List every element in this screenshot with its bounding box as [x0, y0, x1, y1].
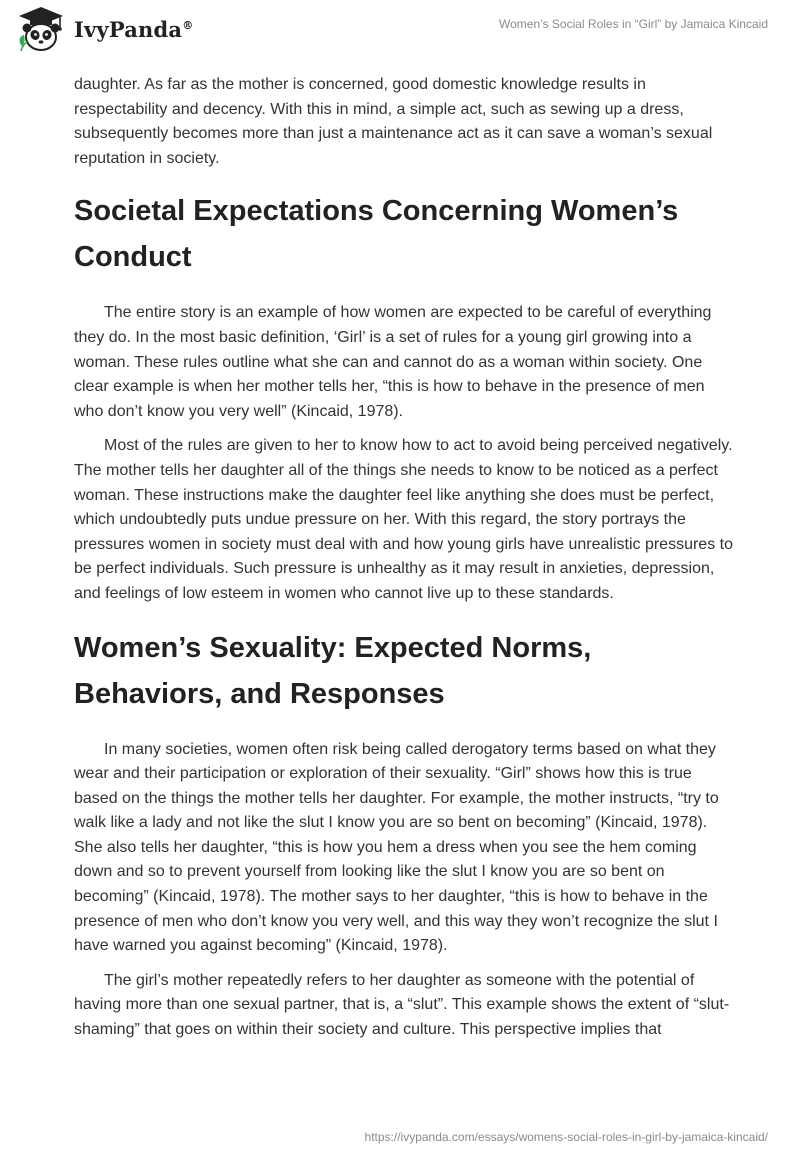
- paragraph: Most of the rules are given to her to know how to act to avoid being perceived negatively. The mother tells her daughter all of the things she needs to know to be noticed as a perfect woman. These instructions make the daughter feel like anything she does must be perfect, which undoubtedly puts undue pressure on her. With this regard, the story portrays the pressures women in society must deal with and how young girls have unrealistic pressures to be perfect individuals. Such pressure is unhealthy as it may result in anxieties, depression, and feelings of low esteem in women who cannot live up to these standards.: [74, 437, 733, 602]
- source-url[interactable]: https://ivypanda.com/essays/womens-social-roles-in-girl-by-jamaica-kincaid/: [364, 1130, 768, 1144]
- document-title: Women’s Social Roles in “Girl” by Jamaica Kincaid: [499, 17, 768, 31]
- paragraph: The girl’s mother repeatedly refers to her daughter as someone with the potential of having more than one sexual partner, that is, a “slut”. This example shows the extent of “slut-shaming” that goes on within their society and culture. This perspective implies that: [74, 971, 730, 1039]
- panda-graduate-icon: [16, 6, 66, 52]
- essay-body: [74, 73, 734, 1043]
- brand-name: IvyPanda®: [74, 16, 194, 42]
- paragraph: The entire story is an example of how women are expected to be careful of everything they do. In the most basic definition, ‘Girl’ is a set of rules for a young girl growing into a woman. These rules outline what she can and cannot do as a woman within society. One clear example is when her mother tells her, “this is how to behave in the presence of men who don’t know you very well” (Kincaid, 1978).: [74, 304, 712, 420]
- page-header: [0, 0, 800, 64]
- paragraph: daughter. As far as the mother is concerned, good domestic knowledge results in respectability and decency. With this in mind, a simple act, such as sewing up a dress, subsequently becomes more than just a maintenance act as it can save a woman’s sexual reputation in society.: [74, 76, 713, 167]
- section-heading: Societal Expectations Concerning Women’s Conduct: [74, 195, 679, 274]
- section-heading: Women’s Sexuality: Expected Norms, Behaviors, and Responses: [74, 631, 592, 710]
- ivypanda-logo[interactable]: [16, 6, 193, 52]
- paragraph: In many societies, women often risk being called derogatory terms based on what they wear and their participation or exploration of their sexuality. “Girl” shows how this is true based on the things the mother tells her daughter. For example, the mother instructs, “try to walk like a lady and not like the slut I know you are so bent on becoming” (Kincaid, 1978). She also tells her daughter, “this is how you hem a dress when you see the hem coming down and so to prevent yourself from looking like the slut I know you are so bent on becoming” (Kincaid, 1978). The mother says to her daughter, “this is how to behave in the presence of men who don’t know you very well, and this way they won’t recognize the slut I have warned you against becoming” (Kincaid, 1978).: [74, 740, 719, 955]
